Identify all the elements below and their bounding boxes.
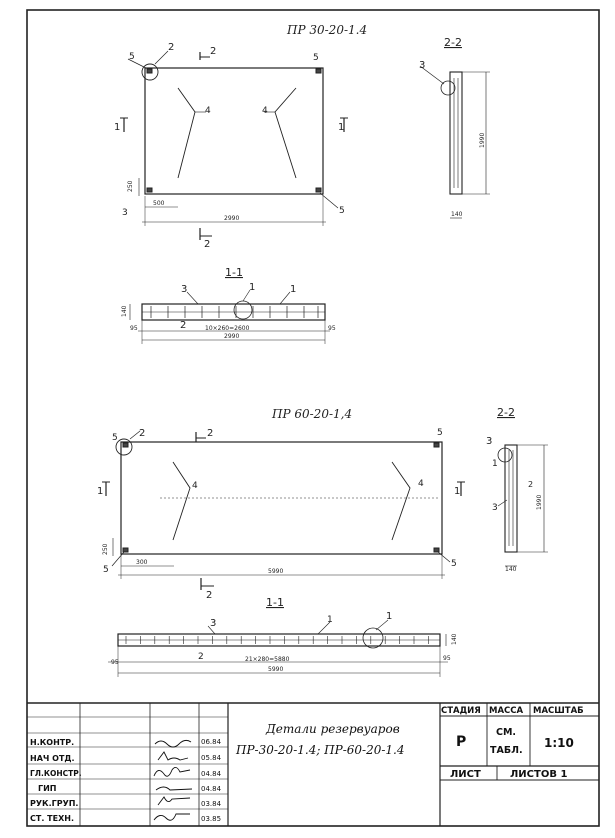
signature-5 xyxy=(158,797,190,805)
pr30-s11-dim-left: 95 xyxy=(130,325,138,332)
pr30-section-1-left: 1 xyxy=(114,122,121,133)
document-title-line2: ПР-30-20-1.4; ПР-60-20-1.4 xyxy=(236,743,405,757)
pr60-callout-4b: 4 xyxy=(418,479,424,489)
pr60-loop-right xyxy=(392,462,410,540)
date-2: 05.84 xyxy=(201,754,222,762)
pr30-callout-2: 2 xyxy=(168,42,175,53)
role-n-kontr: Н.КОНТР. xyxy=(30,738,75,747)
pr60-s11-dim-mid: 21×280=5880 xyxy=(245,656,290,663)
role-ruk-grup: РУК.ГРУП. xyxy=(30,799,79,808)
pr30-callout-5-tl: 5 xyxy=(129,52,135,62)
pr30-embed-tr xyxy=(316,69,321,73)
pr60-callout-5-br: 5 xyxy=(451,559,457,569)
pr60-loop-left xyxy=(173,462,190,540)
pr60-callout-5-bl: 5 xyxy=(103,565,109,575)
pr60-s22-label: 2-2 xyxy=(497,406,515,419)
pr60-plan-view xyxy=(97,428,465,601)
pr60-s11-callout-1a: 1 xyxy=(327,615,333,625)
pr30-section-22 xyxy=(419,36,490,218)
pr60-section-1-left: 1 xyxy=(97,486,104,497)
pr30-section-11 xyxy=(121,266,336,344)
pr60-s11-dim-right: 95 xyxy=(443,655,451,662)
date-6: 03.85 xyxy=(201,815,222,823)
pr60-dim-250: 250 xyxy=(102,543,109,555)
pr30-plan-view xyxy=(114,42,348,250)
document-title-line1: Детали резервуаров xyxy=(266,722,400,736)
signature-1 xyxy=(155,740,191,747)
pr60-dim-width: 5990 xyxy=(268,568,284,575)
pr30-s11-callout-1b: 1 xyxy=(290,284,297,295)
pr60-s22-callout-1: 1 xyxy=(492,459,498,469)
signatures xyxy=(154,740,192,820)
pr30-callout-3: 3 xyxy=(122,208,128,218)
signature-2 xyxy=(158,752,188,760)
pr60-s11-callout-2: 2 xyxy=(198,652,204,662)
header-stage: СТАДИЯ xyxy=(441,706,481,716)
pr60-s22-callout-3a: 3 xyxy=(486,436,493,447)
date-5: 03.84 xyxy=(201,800,222,808)
pr60-callout-2: 2 xyxy=(139,428,146,439)
pr60-section-1-right: 1 xyxy=(454,486,461,497)
pr30-embed-bl xyxy=(147,188,152,192)
pr30-s11-dim-mid: 10×260=2600 xyxy=(205,325,250,332)
pr30-s22-outline xyxy=(450,72,462,194)
pr30-callout-4a: 4 xyxy=(205,106,211,116)
role-gl-konstr: ГЛ.КОНСТР. xyxy=(30,769,82,778)
pr60-section-2-bottom: 2 xyxy=(206,590,213,601)
drawing-pr60 xyxy=(97,406,548,677)
drawing-pr30 xyxy=(114,23,490,344)
pr30-dim-250: 250 xyxy=(127,180,134,192)
sheet-label: ЛИСТ xyxy=(450,769,481,780)
pr30-s22-callout-3: 3 xyxy=(419,60,426,71)
signature-3 xyxy=(154,767,190,776)
pr60-s22-callout-3b: 3 xyxy=(492,503,498,513)
pr30-s11-callout-1a: 1 xyxy=(249,282,256,293)
pr60-s11-dim-h: 140 xyxy=(451,633,458,645)
role-nach-otd: НАЧ ОТД. xyxy=(30,754,75,763)
pr60-section-2-top: 2 xyxy=(207,428,214,439)
pr30-section-2-top: 2 xyxy=(210,46,217,57)
pr30-section-1-right: 1 xyxy=(338,122,345,133)
signature-6 xyxy=(154,814,190,820)
pr30-s11-callout-2: 2 xyxy=(180,320,187,331)
mass-value-line1: СМ. xyxy=(496,727,517,738)
pr30-callout-5-tr: 5 xyxy=(313,53,319,63)
pr30-section-2-bottom: 2 xyxy=(204,239,211,250)
role-st-tekhn: СТ. ТЕХН. xyxy=(30,814,74,823)
pr60-callout-4a: 4 xyxy=(192,481,198,491)
pr30-loop-right xyxy=(275,88,296,178)
pr30-s11-callout-3: 3 xyxy=(181,284,188,295)
pr30-dim-width: 2990 xyxy=(224,215,240,222)
pr30-s11-dim-total: 2990 xyxy=(224,333,240,340)
pr60-s22-callout-2: 2 xyxy=(528,480,534,489)
pr30-embed-br xyxy=(316,188,321,192)
stage-value: Р xyxy=(456,734,467,750)
pr60-s11-callout-3: 3 xyxy=(210,618,217,629)
pr60-s11-callout-1b: 1 xyxy=(386,611,393,622)
pr30-s11-dim-right: 95 xyxy=(328,325,336,332)
pr60-dim-300: 300 xyxy=(136,559,148,566)
role-gip: ГИП xyxy=(38,784,57,793)
pr30-s11-label: 1-1 xyxy=(225,266,243,279)
scale-value: 1:10 xyxy=(544,736,574,750)
signature-4 xyxy=(156,787,192,790)
header-scale: МАСШТАБ xyxy=(533,706,584,716)
pr30-panel-outline xyxy=(145,68,323,194)
pr30-callout-4b: 4 xyxy=(262,106,268,116)
pr60-callout-5-tr: 5 xyxy=(437,428,443,438)
drawing1-title: ПР 30-20-1.4 xyxy=(287,23,368,37)
pr30-s22-dim-thk: 140 xyxy=(451,211,463,218)
pr30-embed-tl xyxy=(147,69,152,73)
pr60-s11-label: 1-1 xyxy=(266,596,284,609)
sheets-label: ЛИСТОВ 1 xyxy=(510,769,568,780)
pr60-section-22 xyxy=(486,406,548,573)
pr60-callout-5-tl: 5 xyxy=(112,433,118,443)
drawing2-title: ПР 60-20-1,4 xyxy=(272,407,353,421)
pr30-dim-500: 500 xyxy=(153,200,165,207)
mass-value-line2: ТАБЛ. xyxy=(490,745,523,756)
pr60-s11-dim-total: 5990 xyxy=(268,666,284,673)
pr60-s22-dim-height: 1990 xyxy=(536,494,543,510)
pr30-s11-dim-h: 140 xyxy=(121,305,128,317)
pr60-section-11 xyxy=(108,596,458,677)
pr30-s22-label: 2-2 xyxy=(444,36,462,49)
date-1: 06.84 xyxy=(201,738,222,746)
date-4: 04.84 xyxy=(201,785,222,793)
pr30-loop-left xyxy=(178,88,195,178)
pr60-s22-dim-thk: 140 xyxy=(505,566,517,573)
date-3: 04.84 xyxy=(201,770,222,778)
header-mass: МАССА xyxy=(489,706,524,716)
title-block xyxy=(27,703,599,826)
pr30-s22-dim-height: 1990 xyxy=(479,132,486,148)
pr30-callout-5-br: 5 xyxy=(339,206,345,216)
pr60-s11-dim-left: 95 xyxy=(111,659,119,666)
